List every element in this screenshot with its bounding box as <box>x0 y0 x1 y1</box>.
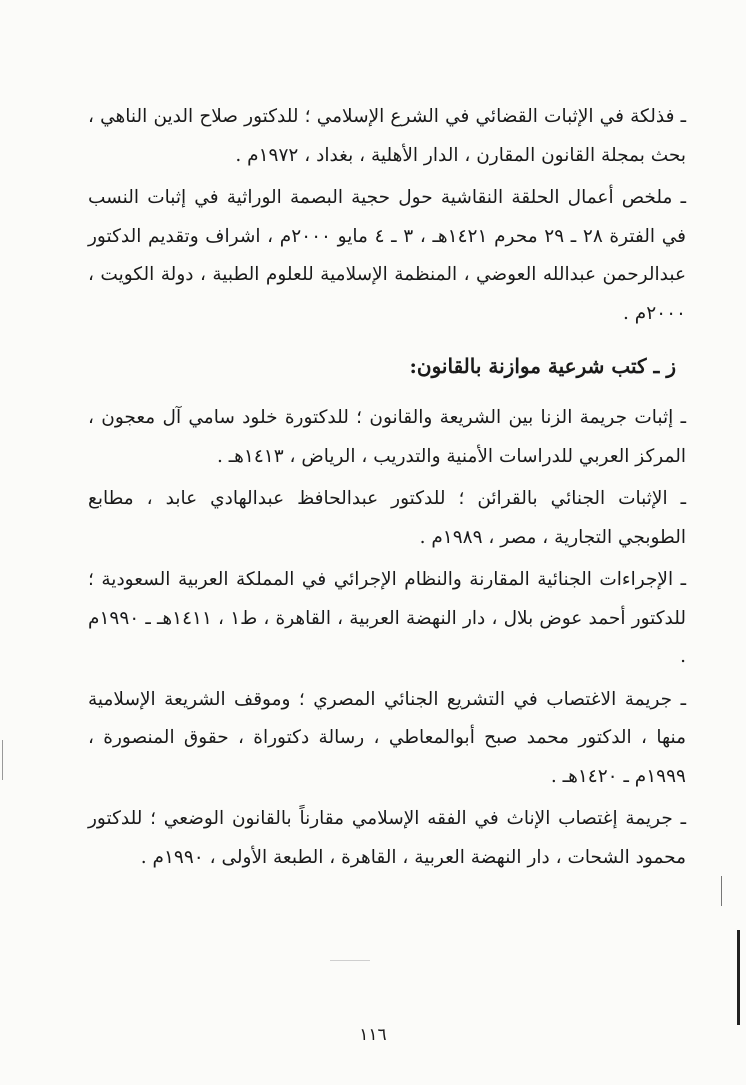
scan-artifact <box>2 740 3 780</box>
scan-artifact <box>721 876 722 906</box>
scan-edge-shadow <box>737 930 740 1025</box>
page-number: ١١٦ <box>359 1025 387 1045</box>
bibliography-entry: ـ جريمة الاغتصاب في التشريع الجنائي المصري ؛ وموقف الشريعة الإسلامية منها ، الدكتور محمد صبح أبوالمعاطي ، رسالة دكتوراة ، حقوق المنصورة ، ١٩٩٩م ـ ١٤٢٠هـ . <box>88 688 686 787</box>
bibliography-entry: ـ ملخص أعمال الحلقة النقاشية حول حجية البصمة الوراثية في إثبات النسب في الفترة ٢٨ ـ ٢٩ محرم ١٤٢١هـ ، ٣ ـ ٤ مايو ٢٠٠٠م ، اشراف وتقديم الدكتور عبدالرحمن عبدالله العوضي ، المنظمة الإسلامية للعلوم الطبية ، دولة الكويت ، ٢٠٠٠م . <box>88 187 686 324</box>
section-heading: ز ـ كتب شرعية موازنة بالقانون: <box>409 354 676 378</box>
bibliography-entry: ـ إثبات جريمة الزنا بين الشريعة والقانون ؛ للدكتورة خلود سامي آل معجون ، المركز العربي للدراسات الأمنية والتدريب ، الرياض ، ١٤١٣هـ . <box>88 407 686 467</box>
scan-artifact <box>330 960 370 961</box>
bibliography-entry: ـ جريمة إغتصاب الإناث في الفقه الإسلامي مقارناً بالقانون الوضعي ؛ للدكتور محمود الشحات ، دار النهضة العربية ، القاهرة ، الطبعة الأولى ، ١٩٩٠م . <box>88 808 686 868</box>
bibliography-entry: ـ الإجراءات الجنائية المقارنة والنظام الإجرائي في المملكة العربية السعودية ؛ للدكتور أحمد عوض بلال ، دار النهضة العربية ، القاهرة ، ط١ ، ١٤١١هـ ـ ١٩٩٠م . <box>88 569 686 667</box>
bibliography-entry: ـ فذلكة في الإثبات القضائي في الشرع الإسلامي ؛ للدكتور صلاح الدين الناهي ، بحث بمجلة القانون المقارن ، الدار الأهلية ، بغداد ، ١٩٧٢م . <box>88 106 686 166</box>
page-body <box>88 98 686 877</box>
bibliography-entry: ـ الإثبات الجنائي بالقرائن ؛ للدكتور عبدالحافظ عبدالهادي عابد ، مطابع الطوبجي التجارية ، مصر ، ١٩٨٩م . <box>88 488 686 548</box>
